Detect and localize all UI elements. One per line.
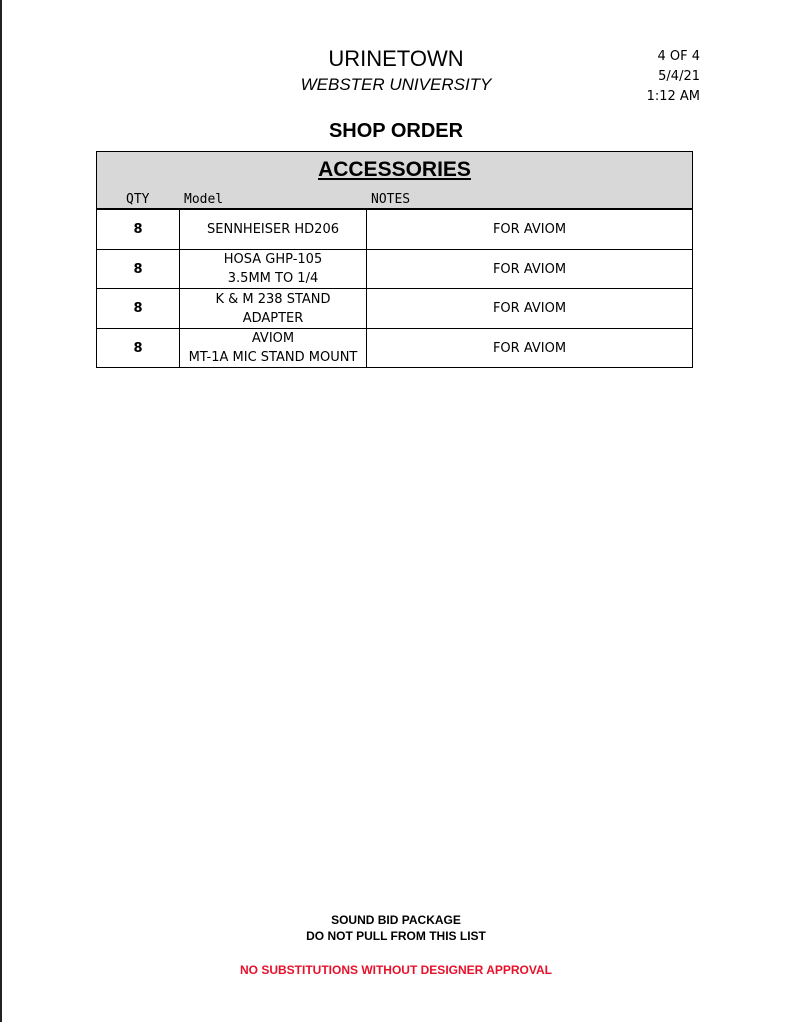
qty-cell: 8 xyxy=(97,329,180,367)
page-info xyxy=(647,47,700,107)
model-line: K & M 238 STAND xyxy=(215,291,331,307)
model-cell xyxy=(180,250,367,288)
table-row xyxy=(97,329,692,367)
qty-cell: 8 xyxy=(97,289,180,328)
model-line: HOSA GHP-105 xyxy=(223,252,323,267)
document-subtitle: WEBSTER UNIVERSITY xyxy=(300,75,492,94)
model-line: ADAPTER xyxy=(242,310,304,326)
model-cell xyxy=(180,289,367,328)
page-edge xyxy=(0,0,2,1022)
table-header xyxy=(97,152,692,210)
table-row xyxy=(97,250,692,289)
notes-cell: FOR AVIOM xyxy=(492,340,567,356)
footer-bid-package: SOUND BID PACKAGE xyxy=(331,913,461,927)
table-row xyxy=(97,210,692,250)
page-number: 4 OF 4 xyxy=(657,49,700,64)
model-line: MT-1A MIC STAND MOUNT xyxy=(188,350,358,365)
model-cell xyxy=(180,329,367,367)
model-line: AVIOM xyxy=(251,331,295,346)
table-section-title: ACCESSORIES xyxy=(318,158,471,181)
model-line: 3.5MM TO 1/4 xyxy=(227,271,319,286)
footer-do-not-pull: DO NOT PULL FROM THIS LIST xyxy=(306,929,486,943)
notes-cell: FOR AVIOM xyxy=(492,301,567,316)
column-header-qty: QTY xyxy=(126,192,150,207)
column-header-model: Model xyxy=(184,192,224,207)
print-time: 1:12 AM xyxy=(646,89,700,104)
qty-cell: 8 xyxy=(97,250,180,288)
model-cell xyxy=(180,210,367,249)
notes-cell: FOR AVIOM xyxy=(492,261,567,277)
qty-cell: 8 xyxy=(97,210,180,249)
footer-warning: NO SUBSTITUTIONS WITHOUT DESIGNER APPROVAL xyxy=(239,963,552,977)
section-heading: SHOP ORDER xyxy=(328,120,464,142)
table-row xyxy=(97,289,692,329)
shop-order-table xyxy=(96,151,693,368)
notes-cell: FOR AVIOM xyxy=(492,222,567,237)
document-title: URINETOWN xyxy=(328,46,464,71)
column-header-notes: NOTES xyxy=(371,192,411,207)
print-date: 5/4/21 xyxy=(658,69,700,84)
model-line: SENNHEISER HD206 xyxy=(207,222,339,237)
